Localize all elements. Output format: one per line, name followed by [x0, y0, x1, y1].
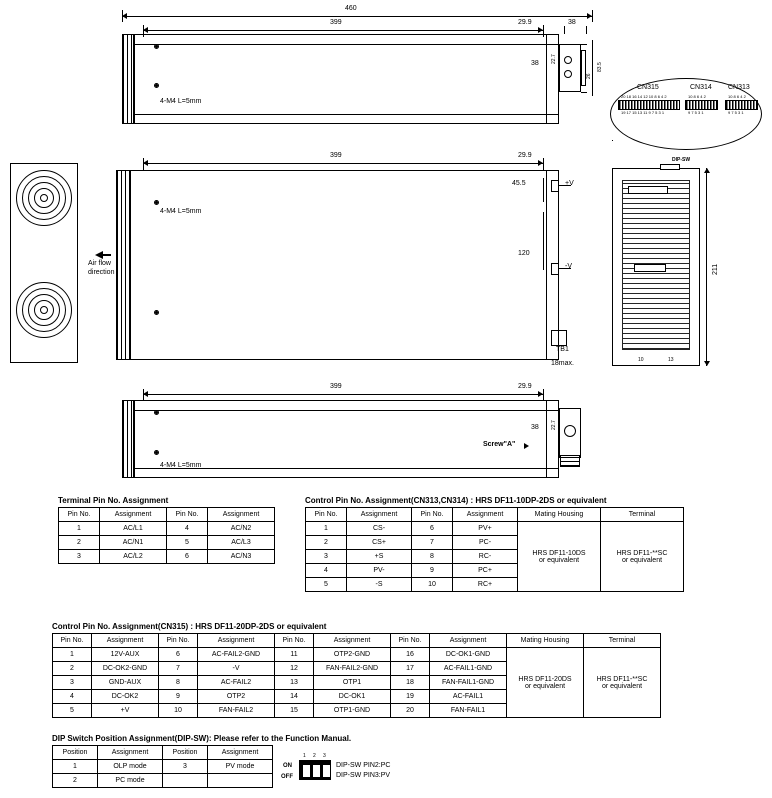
table-cell: 7 [412, 536, 453, 550]
column-header: Pin No. [412, 508, 453, 522]
column-header: Pin No. [59, 508, 100, 522]
dip-on-label: ON [283, 763, 292, 769]
right-view-label-10: 10 [638, 357, 644, 363]
table-cell: AC-FAIL1-GND [430, 662, 507, 676]
table-cell: DC-OK2-GND [92, 662, 159, 676]
top-view-finned-edge [122, 34, 134, 124]
cn315-bottom-pins: 19 17 15 13 11 9 7 5 3 1 [621, 110, 665, 115]
table-cell: 10 [412, 578, 453, 592]
column-header: Terminal [601, 508, 684, 522]
label-cn313: CN313 [728, 84, 750, 91]
dim-38-bottom: 38 [531, 424, 539, 431]
dim-29-9-bottom: 29.9 [518, 383, 532, 390]
table-cell: AC/N2 [208, 522, 275, 536]
terminal-minus-v: -V [565, 263, 572, 270]
table-cell: 5 [167, 536, 208, 550]
table-cell [208, 774, 273, 788]
table-cell: 1 [53, 760, 98, 774]
table-cell: 17 [391, 662, 430, 676]
column-header: Mating Housing [518, 508, 601, 522]
column-header: Mating Housing [507, 634, 584, 648]
table-cell: OTP1 [314, 676, 391, 690]
label-cn314: CN314 [690, 84, 712, 91]
dip-switch-2[interactable] [312, 764, 321, 778]
table-cell: 5 [306, 578, 347, 592]
table-cell: 15 [275, 704, 314, 718]
table-cell: CS- [347, 522, 412, 536]
airflow-arrow-icon [95, 251, 103, 259]
table-cell: PV mode [208, 760, 273, 774]
column-header: Pin No. [53, 634, 92, 648]
table-cell: DC-OK2 [92, 690, 159, 704]
table-cell: 4 [306, 564, 347, 578]
table-cell: 4 [167, 522, 208, 536]
dim-38: 38 [568, 19, 576, 26]
table-cell: 6 [412, 522, 453, 536]
column-header: Assignment [347, 508, 412, 522]
table-cell: OTP1-GND [314, 704, 391, 718]
table-row [53, 760, 273, 774]
dip-switch-3[interactable] [322, 764, 331, 778]
column-header: Assignment [198, 634, 275, 648]
table-cell-merged: HRS DF11-10DS or equivalent [518, 522, 601, 592]
table-cell: AC/L3 [208, 536, 275, 550]
right-view-label-13: 13 [668, 357, 674, 363]
control-313-table [305, 507, 684, 592]
table-cell: AC/L2 [100, 550, 167, 564]
column-header: Position [163, 746, 208, 760]
table-row [59, 550, 275, 564]
cn314-top-pins: 10 8 6 4 2 [688, 94, 706, 99]
terminal-pin-table-section [58, 496, 275, 564]
tb1-label: TB1 [556, 346, 569, 353]
column-header: Assignment [208, 746, 273, 760]
table-cell: GND-AUX [92, 676, 159, 690]
dip-sw-label: DIP-SW [672, 157, 691, 163]
table-cell: PC mode [98, 774, 163, 788]
dip-pin-1: 1 [303, 753, 306, 759]
table-cell: PC+ [453, 564, 518, 578]
dim-399: 399 [330, 19, 342, 26]
dim-line-460 [122, 16, 592, 17]
dip-switch-1[interactable] [302, 764, 311, 778]
table-cell: 2 [53, 662, 92, 676]
dim-399-front: 399 [330, 152, 342, 159]
terminal-table-title: Terminal Pin No. Assignment [58, 496, 169, 505]
table-cell: CS+ [347, 536, 412, 550]
table-cell: AC/N1 [100, 536, 167, 550]
dim-22-7: 22.7 [551, 54, 557, 64]
table-row [59, 536, 275, 550]
table-row [53, 648, 661, 662]
table-cell: 1 [53, 648, 92, 662]
screw-a-note: Screw"A" [483, 441, 516, 448]
tb1-block [551, 330, 567, 346]
table-cell: 12 [275, 662, 314, 676]
top-view-body [134, 34, 559, 124]
table-cell-merged: HRS DF11-**SC or equivalent [601, 522, 684, 592]
table-cell: DC-OK1 [314, 690, 391, 704]
column-header: Assignment [98, 746, 163, 760]
column-header: Terminal [584, 634, 661, 648]
terminal-plus-v: +V [565, 180, 574, 187]
table-cell: 6 [167, 550, 208, 564]
dim-line-399 [143, 30, 543, 31]
terminal-pin-table [58, 507, 275, 564]
table-cell: DC-OK1-GND [430, 648, 507, 662]
column-header: Assignment [92, 634, 159, 648]
table-row [53, 774, 273, 788]
cn313-bottom-pins: 9 7 5 3 1 [728, 110, 744, 115]
table-cell: 4 [53, 690, 92, 704]
table-cell [163, 774, 208, 788]
dim-38b: 38 [531, 60, 539, 67]
table-cell: +V [92, 704, 159, 718]
table-cell: 2 [59, 536, 100, 550]
table-cell: AC-FAIL2 [198, 676, 275, 690]
dip-table-title: DIP Switch Position Assignment(DIP-SW): Please refer to the Function Manual. [52, 734, 352, 743]
table-cell: 6 [159, 648, 198, 662]
control-313-section [305, 496, 684, 592]
dim-29-9: 29.9 [518, 19, 532, 26]
column-header: Assignment [100, 508, 167, 522]
dip-note-1: DIP-SW PIN2:PC [336, 762, 391, 769]
table-cell: -V [198, 662, 275, 676]
table-cell: 16 [391, 648, 430, 662]
table-cell: 9 [159, 690, 198, 704]
table-cell: 20 [391, 704, 430, 718]
table-cell: FAN-FAIL2-GND [314, 662, 391, 676]
dim-45-5: 45.5 [512, 180, 526, 187]
dim-26: 26 [586, 73, 592, 79]
cn313-top-pins: 10 8 6 4 2 [728, 94, 746, 99]
table-cell: -S [347, 578, 412, 592]
table-cell: AC-FAIL2-GND [198, 648, 275, 662]
table-cell: 3 [53, 676, 92, 690]
table-cell: 8 [412, 550, 453, 564]
bottom-view-mount-note: 4-M4 L=5mm [160, 462, 202, 469]
control-315-section [52, 622, 661, 718]
table-cell: OTP2 [198, 690, 275, 704]
dim-460: 460 [345, 5, 357, 12]
top-view-mount-note: 4-M4 L=5mm [160, 98, 202, 105]
dim-399-bottom: 399 [330, 383, 342, 390]
label-cn315: CN315 [637, 84, 659, 91]
table-cell: 3 [59, 550, 100, 564]
table-cell: 1 [306, 522, 347, 536]
table-cell: AC/N3 [208, 550, 275, 564]
table-cell: FAN-FAIL2 [198, 704, 275, 718]
table-cell: 3 [306, 550, 347, 564]
table-cell: 18 [391, 676, 430, 690]
dim-29-9-front: 29.9 [518, 152, 532, 159]
dip-pin-2: 2 [313, 753, 316, 759]
table-cell: 3 [163, 760, 208, 774]
column-header: Pin No. [306, 508, 347, 522]
dip-note-2: DIP-SW PIN3:PV [336, 772, 391, 779]
table-cell: RC+ [453, 578, 518, 592]
table-row [306, 522, 684, 536]
table-cell: 19 [391, 690, 430, 704]
top-view-terminal-block [559, 44, 581, 92]
table-cell: AC-FAIL1 [430, 690, 507, 704]
dip-pin-3: 3 [323, 753, 326, 759]
table-cell: 10 [159, 704, 198, 718]
table-cell: 9 [412, 564, 453, 578]
table-cell: 7 [159, 662, 198, 676]
table-cell: 2 [53, 774, 98, 788]
dim-211: 211 [712, 263, 719, 275]
dim-83-5: 83.5 [597, 62, 603, 72]
table-cell: OLP mode [98, 760, 163, 774]
table-cell: +S [347, 550, 412, 564]
column-header: Pin No. [167, 508, 208, 522]
table-cell: 13 [275, 676, 314, 690]
table-cell: PV+ [453, 522, 518, 536]
table-cell: FAN-FAIL1 [430, 704, 507, 718]
table-cell: FAN-FAIL1-GND [430, 676, 507, 690]
column-header: Pin No. [391, 634, 430, 648]
airflow-label-line1: Air flow [88, 260, 111, 267]
table-cell: RC- [453, 550, 518, 564]
table-cell: AC/L1 [100, 522, 167, 536]
cn315-top-pins: 20 18 16 14 12 10 8 6 4 2 [621, 94, 667, 99]
airflow-label-line2: direction [88, 269, 115, 276]
dim-22-7-bottom: 22.7 [551, 420, 557, 430]
table-cell: 5 [53, 704, 92, 718]
table-cell-merged: HRS DF11-**SC or equivalent [584, 648, 661, 718]
table-cell: 11 [275, 648, 314, 662]
column-header: Pin No. [275, 634, 314, 648]
column-header: Pin No. [159, 634, 198, 648]
table-cell: PC- [453, 536, 518, 550]
column-header: Assignment [430, 634, 507, 648]
table-cell: PV- [347, 564, 412, 578]
table-cell: OTP2-GND [314, 648, 391, 662]
dip-switch-table [52, 745, 273, 788]
column-header: Position [53, 746, 98, 760]
table-cell: 1 [59, 522, 100, 536]
front-view-body [130, 170, 559, 360]
control-313-title: Control Pin No. Assignment(CN313,CN314) : HRS DF11-10DP-2DS or equivalent [305, 496, 607, 505]
control-315-title: Control Pin No. Assignment(CN315) : HRS DF11-20DP-2DS or equivalent [52, 622, 327, 631]
table-cell-merged: HRS DF11-20DS or equivalent [507, 648, 584, 718]
table-cell: 2 [306, 536, 347, 550]
cn314-bottom-pins: 9 7 5 3 1 [688, 110, 704, 115]
tb1-height: 18max. [551, 360, 574, 367]
table-cell: 12V-AUX [92, 648, 159, 662]
column-header: Assignment [453, 508, 518, 522]
table-cell: 8 [159, 676, 198, 690]
column-header: Assignment [314, 634, 391, 648]
table-cell: 14 [275, 690, 314, 704]
table-row [59, 522, 275, 536]
column-header: Assignment [208, 508, 275, 522]
front-view-mount-note: 4-M4 L=5mm [160, 208, 202, 215]
dip-off-label: OFF [281, 774, 293, 780]
dim-120: 120 [518, 250, 530, 257]
control-315-table [52, 633, 661, 718]
